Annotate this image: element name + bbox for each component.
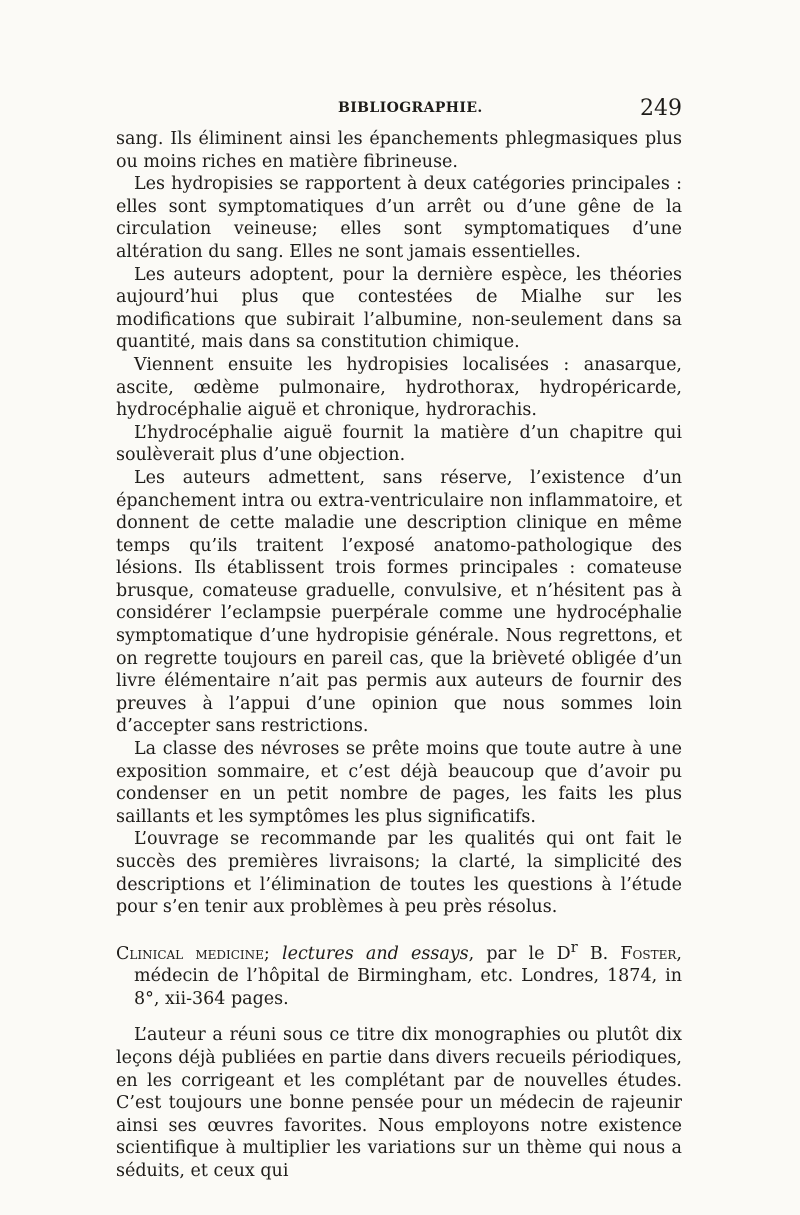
entry-details: , médecin de l’hôpital de Birmingham, etc. Londres, 1874, in 8°, xii-364 pages. <box>134 943 682 1009</box>
paragraph: Viennent ensuite les hydropisies localisées : anasarque, ascite, œdème pulmonaire, hydrothorax, hydropéricarde, hydrocéphalie aiguë et chronique, hydrorachis. <box>116 354 682 421</box>
paragraph: Les auteurs admettent, sans réserve, l’existence d’un épanchement intra ou extra-ventriculaire non inflammatoire, et donnent de cette maladie une description clinique en même temps qu’ils traitent l’exposé anatomo-pathologique des lésions. Ils établissent trois formes principales : comateuse brusque, comateuse graduelle, convulsive, et n’hésitent pas à considérer l’eclampsie puerpérale comme une hydrocéphalie symptomatique d’une hydropisie générale. Nous regrettons, et on regrette toujours en pareil cas, que la brièveté obligée d’un livre élémentaire n’ait pas permis aux auteurs de fournir des preuves à l’appui d’une opinion que nous sommes loin d’accepter sans restrictions. <box>116 467 682 737</box>
running-head <box>116 96 682 122</box>
paragraph: Les auteurs adoptent, pour la dernière espèce, les théories aujourd’hui plus que contestées de Mialhe sur les modifications que subirait l’albumine, non-seulement dans sa quantité, mais dans sa constitution chimique. <box>116 264 682 353</box>
entry-separator: ; <box>263 943 282 964</box>
entry-by: , par le D <box>468 943 571 964</box>
paragraph: L’ouvrage se recommande par les qualités qui ont fait le succès des premières livraisons; la clarté, la simplicité des descriptions et l’élimination de toutes les questions à l’étude pour s’en tenir aux problèmes à peu près résolus. <box>116 829 682 918</box>
paragraph: sang. Ils éliminent ainsi les épanchements phlegmasiques plus ou moins riches en matière fibrineuse. <box>116 129 682 172</box>
entry-author: B. Foster <box>577 943 677 964</box>
running-title: BIBLIOGRAPHIE. <box>338 100 483 116</box>
entry-title: Clinical medicine <box>116 943 264 964</box>
body-text <box>116 128 682 1183</box>
paragraph: L’hydrocéphalie aiguë fournit la matière d’un chapitre qui soulèverait plus d’une objection. <box>116 422 682 466</box>
page-number: 249 <box>640 96 682 121</box>
entry-dr-superscript: r <box>570 938 578 956</box>
bibliography-entry <box>116 937 682 1011</box>
paragraph: La classe des névroses se prête moins que toute autre à une exposition sommaire, et c’est déjà beaucoup que d’avoir pu condenser en un petit nombre de pages, les faits les plus saillants et les symptômes les plus significatifs. <box>116 739 682 827</box>
paragraph: Les hydropisies se rapportent à deux catégories principales : elles sont symptomatiques d’un arrêt ou d’une gêne de la circulation veineuse; elles sont symptomatiques d’une altération du sang. Elles ne sont jamais essentielles. <box>116 174 682 262</box>
paragraph: L’auteur a réuni sous ce titre dix monographies ou plutôt dix leçons déjà publiées en partie dans divers recueils périodiques, en les corrigeant et les complétant par de nouvelles études. C’est toujours une bonne pensée pour un médecin de rajeunir ainsi ses œuvres favorites. Nous employons notre existence scientifique à multiplier les variations sur un thème qui nous a séduits, et ceux qui <box>116 1025 682 1181</box>
entry-subtitle: lectures and essays <box>282 943 469 964</box>
